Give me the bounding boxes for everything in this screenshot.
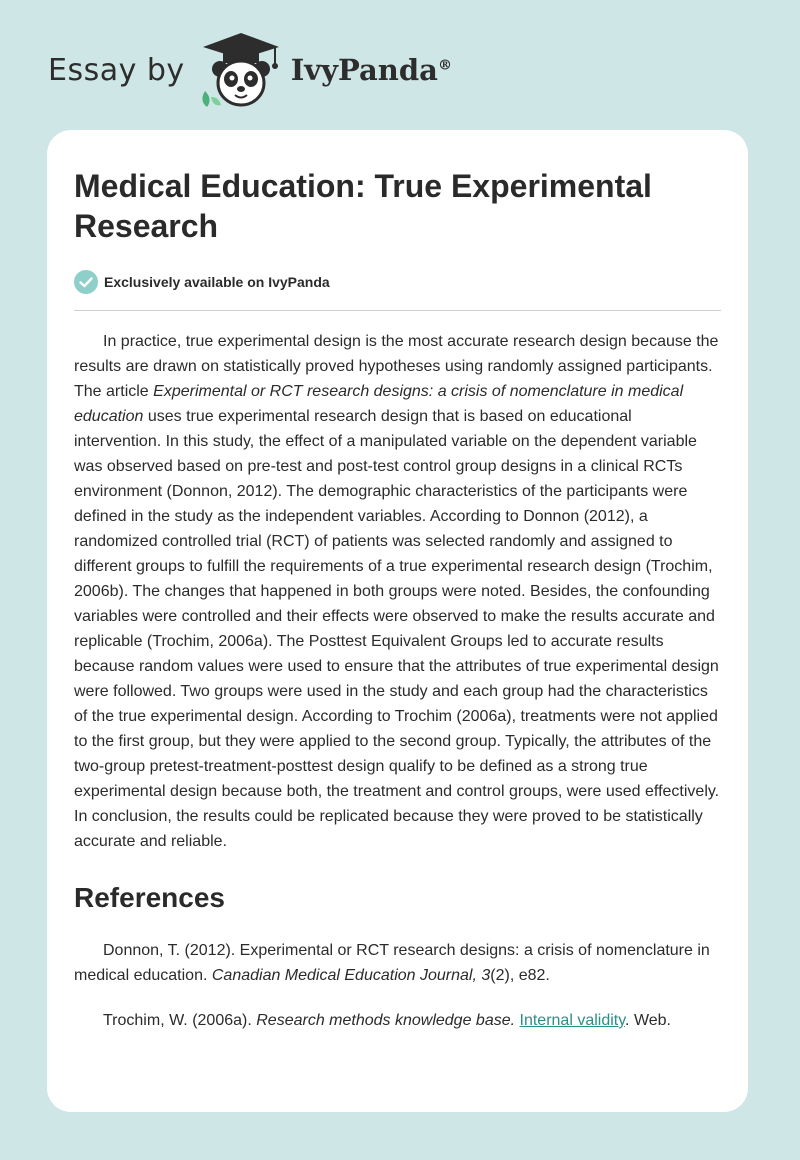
reference-item bbox=[74, 938, 721, 988]
brand-text: IvyPanda bbox=[290, 53, 438, 87]
reference-text: Donnon, T. (2012). Experimental or RCT research designs: a crisis of nomenclature in medical education. bbox=[74, 942, 710, 984]
internal-validity-link[interactable]: Internal validity bbox=[519, 1012, 626, 1029]
check-circle-icon bbox=[74, 270, 98, 294]
references-heading: References bbox=[74, 882, 225, 913]
panda-logo-icon[interactable] bbox=[197, 31, 285, 109]
reference-details: . Web. bbox=[625, 1012, 671, 1029]
reference-journal: Canadian Medical Education Journal, 3 bbox=[211, 967, 491, 984]
reference-details: (2), e82. bbox=[490, 967, 550, 984]
article-card bbox=[47, 130, 748, 1112]
paragraph-text-start: In practice, true experimental design is the most accurate research design because the results are drawn on statistically proved hypotheses using randomly assigned participants. The article bbox=[74, 333, 719, 400]
site-header bbox=[48, 30, 452, 110]
paragraph-text-rest: uses true experimental research design that is based on educational intervention. In this study, the effect of a manipulated variable on the dependent variable was observed based on pre-test and post-test control group designs in a clinical RCTs environment (Donnon, 2012). The demographic characteristics of the participants were defined in the study as the independent variables. According to Donnon (2012), a randomized controlled trial (RCT) of patients was selected randomly and assigned to different groups to fulfill the requirements of a true experimental research design (Trochim, 2006b). The changes that happened in both groups were noted. Besides, the confounding variables were controlled and their effects were observed to make the results accurate and replicable (Trochim, 2006a). The Posttest Equivalent Groups led to accurate results because random values were used to ensure that the attributes of true experimental design were followed. Two groups were used in the study and each group had the characteristics of the true experimental design. According to Trochim (2006a), treatments were not applied to the first group, but they were applied to the second group. Typically, the attributes of the two-group pretest-treatment-posttest design qualify to be defined as a strong true experimental design because both, the treatment and control groups, were used effectively. In conclusion, the results could be replicated because they were proved to be statistically accurate and reliable. bbox=[74, 408, 720, 850]
divider bbox=[74, 310, 721, 311]
registered-mark: ® bbox=[437, 57, 452, 74]
page-title: Medical Education: True Experimental Research bbox=[74, 168, 652, 244]
article-title-italic: Experimental or RCT research designs: a crisis of nomenclature in medical education bbox=[74, 383, 684, 425]
reference-text: Trochim, W. (2006a). bbox=[103, 1012, 257, 1029]
exclusive-badge bbox=[74, 270, 721, 294]
essay-by-label: Essay by bbox=[48, 52, 185, 88]
reference-source: Research methods knowledge base. bbox=[256, 1012, 516, 1029]
article-paragraph bbox=[74, 329, 721, 854]
brand-name[interactable] bbox=[291, 53, 452, 87]
badge-label: Exclusively available on IvyPanda bbox=[104, 274, 330, 290]
reference-item bbox=[74, 1008, 721, 1033]
